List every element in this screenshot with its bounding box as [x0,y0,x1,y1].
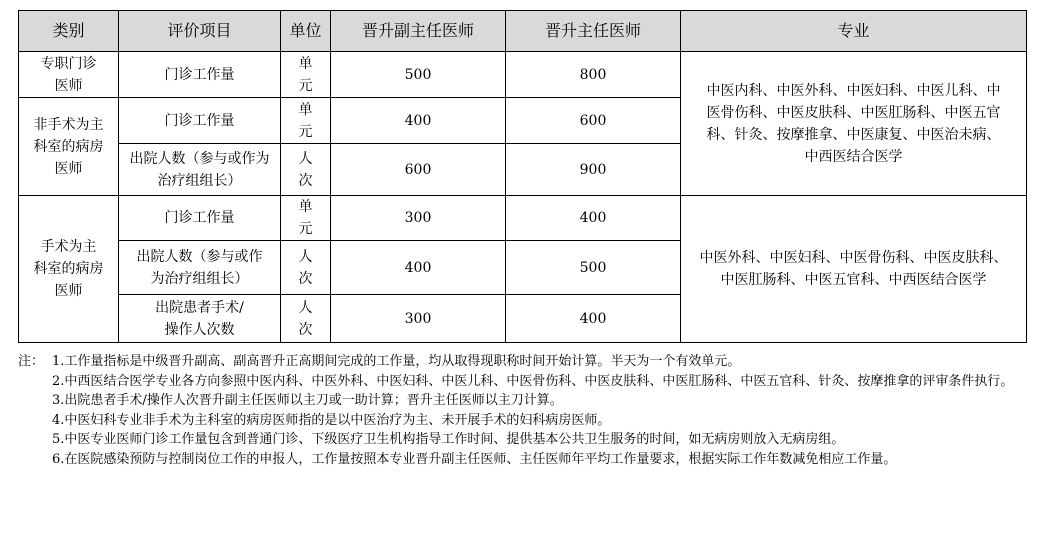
unit-cell: 单 元 [281,52,331,98]
chief-cell: 400 [506,295,681,343]
item-cell: 出院人数（参与或作 为治疗组组长） [119,241,281,295]
workload-table [18,10,1027,343]
deputy-cell: 400 [331,98,506,144]
header-row [19,11,1027,52]
chief-cell: 900 [506,144,681,196]
deputy-cell: 300 [331,196,506,241]
category-cell: 专职门诊 医师 [19,52,119,98]
unit-cell: 人 次 [281,295,331,343]
header-item: 评价项目 [119,11,281,52]
chief-cell: 400 [506,196,681,241]
unit-cell: 单 元 [281,196,331,241]
header-specialty: 专业 [681,11,1027,52]
header-unit: 单位 [281,11,331,52]
note-item: 1.工作量指标是中级晋升副高、副高晋升正高期间完成的工作量，均从取得现职称时间开始计算。半天为一个有效单元。 [52,354,741,369]
unit-cell: 单 元 [281,98,331,144]
category-cell: 非手术为主 科室的病房 医师 [19,98,119,196]
item-cell: 出院人数（参与或作为 治疗组组长） [119,144,281,196]
item-cell: 门诊工作量 [119,196,281,241]
item-cell: 门诊工作量 [119,98,281,144]
notes-lead: 注： [18,354,45,369]
table-row [19,196,1027,241]
unit-cell: 人 次 [281,241,331,295]
chief-cell: 800 [506,52,681,98]
note-item: 5.中医专业医师门诊工作量包含到普通门诊、下级医疗卫生机构指导工作时间、提供基本公共卫生服务的时间，如无病房则放入无病房组。 [52,432,845,447]
item-cell: 出院患者手术/ 操作人次数 [119,295,281,343]
specialty-cell: 中医内科、中医外科、中医妇科、中医儿科、中 医骨伤科、中医皮肤科、中医肛肠科、中医五官 科、针灸、按摩推拿、中医康复、中医治未病、 中西医结合医学 [681,52,1027,196]
header-deputy: 晋升副主任医师 [331,11,506,52]
chief-cell: 600 [506,98,681,144]
chief-cell: 500 [506,241,681,295]
note-item: 6.在医院感染预防与控制岗位工作的申报人，工作量按照本专业晋升副主任医师、主任医师年平均工作量要求，根据实际工作年数减免相应工作量。 [52,451,897,467]
deputy-cell: 400 [331,241,506,295]
note-item: 2.中西医结合医学专业各方向参照中医内科、中医外科、中医妇科、中医儿科、中医骨伤科、中医皮肤科、中医肛肠科、中医五官科、针灸、按摩推拿的评审条件执行。 [52,373,1014,389]
deputy-cell: 500 [331,52,506,98]
note-item: 4.中医妇科专业非手术为主科室的病房医师指的是以中医治疗为主、未开展手术的妇科病房医师。 [52,412,611,428]
item-cell: 门诊工作量 [119,52,281,98]
specialty-cell: 中医外科、中医妇科、中医骨伤科、中医皮肤科、 中医肛肠科、中医五官科、中西医结合医学 [681,196,1027,343]
unit-cell: 人 次 [281,144,331,196]
deputy-cell: 300 [331,295,506,343]
deputy-cell: 600 [331,144,506,196]
category-cell: 手术为主 科室的病房 医师 [19,196,119,343]
note-item: 3.出院患者手术/操作人次晋升副主任医师以主刀或一助计算；晋升主任医师以主刀计算。 [52,393,563,408]
header-category: 类别 [19,11,119,52]
notes-section [18,352,1030,469]
header-chief: 晋升主任医师 [506,11,681,52]
table-row [19,52,1027,98]
